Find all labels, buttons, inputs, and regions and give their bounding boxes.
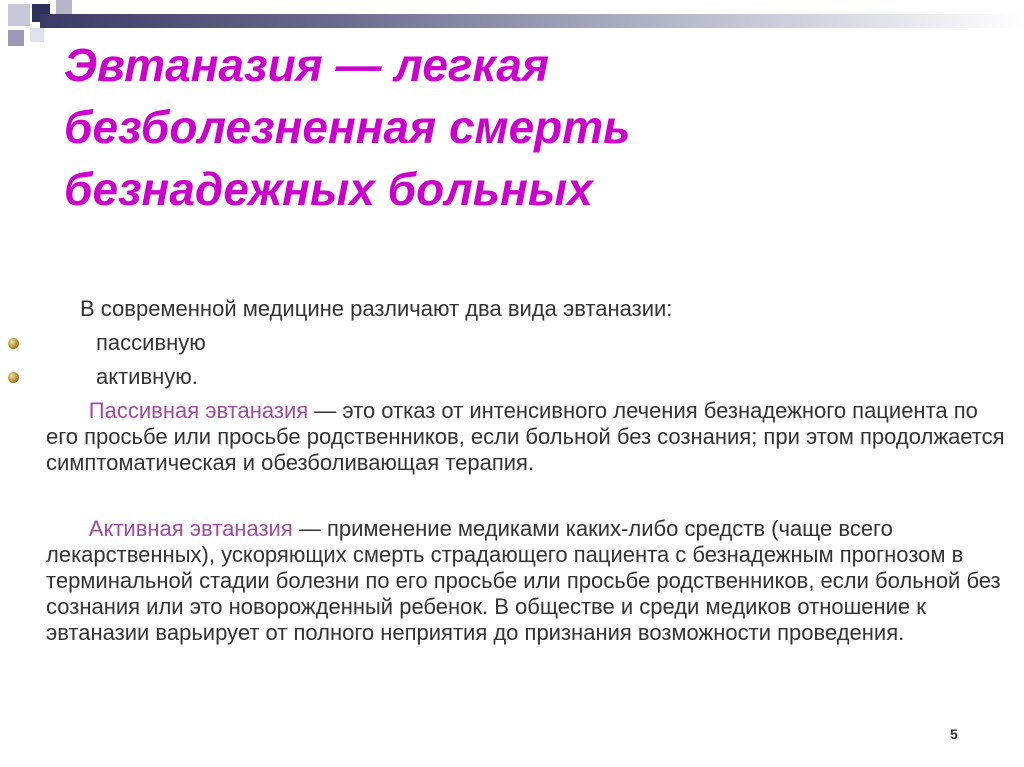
title-line: безболезненная смерть bbox=[64, 101, 631, 153]
term-active: Активная эвтаназия bbox=[88, 516, 293, 541]
paragraph-text: — это отказ от интенсивного лечения безнадежного пациента по его просьбе или просьбе родственников, если больной без сознания; при этом продолжается симптоматическая и обезболивающая терапия. bbox=[46, 398, 1005, 475]
gold-sphere-bullet-icon bbox=[8, 338, 19, 349]
decor-square bbox=[30, 28, 44, 42]
bullet-label: активную. bbox=[96, 364, 198, 389]
passive-paragraph bbox=[46, 398, 1006, 476]
decor-square bbox=[8, 30, 24, 46]
decor-square bbox=[8, 4, 30, 26]
intro-text: В современной медицине различают два вида эвтаназии: bbox=[80, 296, 673, 321]
term-passive: Пассивная эвтаназия bbox=[88, 398, 309, 423]
title-line: Эвтаназия — легкая bbox=[64, 39, 549, 91]
paragraph-text: — применение медиками каких-либо средств (чаще всего лекарственных), ускоряющих смерть страдающего пациента с безнадежным прогнозом в терминальной стадии болезни по его просьбе или просьбе родственников, если больной без сознания или это новорожденный ребенок. В обществе и среди медиков отношение к эвтаназии варьирует от полного неприятия до признания возможности проведения. bbox=[46, 516, 1001, 645]
bullet-label: пассивную bbox=[96, 330, 206, 355]
header-gradient-bar bbox=[40, 14, 1024, 28]
gold-sphere-bullet-icon bbox=[8, 372, 19, 383]
page-number: 5 bbox=[950, 726, 958, 742]
title-line: безнадежных больных bbox=[64, 163, 593, 215]
slide-title bbox=[64, 34, 964, 220]
active-paragraph bbox=[46, 516, 1006, 646]
